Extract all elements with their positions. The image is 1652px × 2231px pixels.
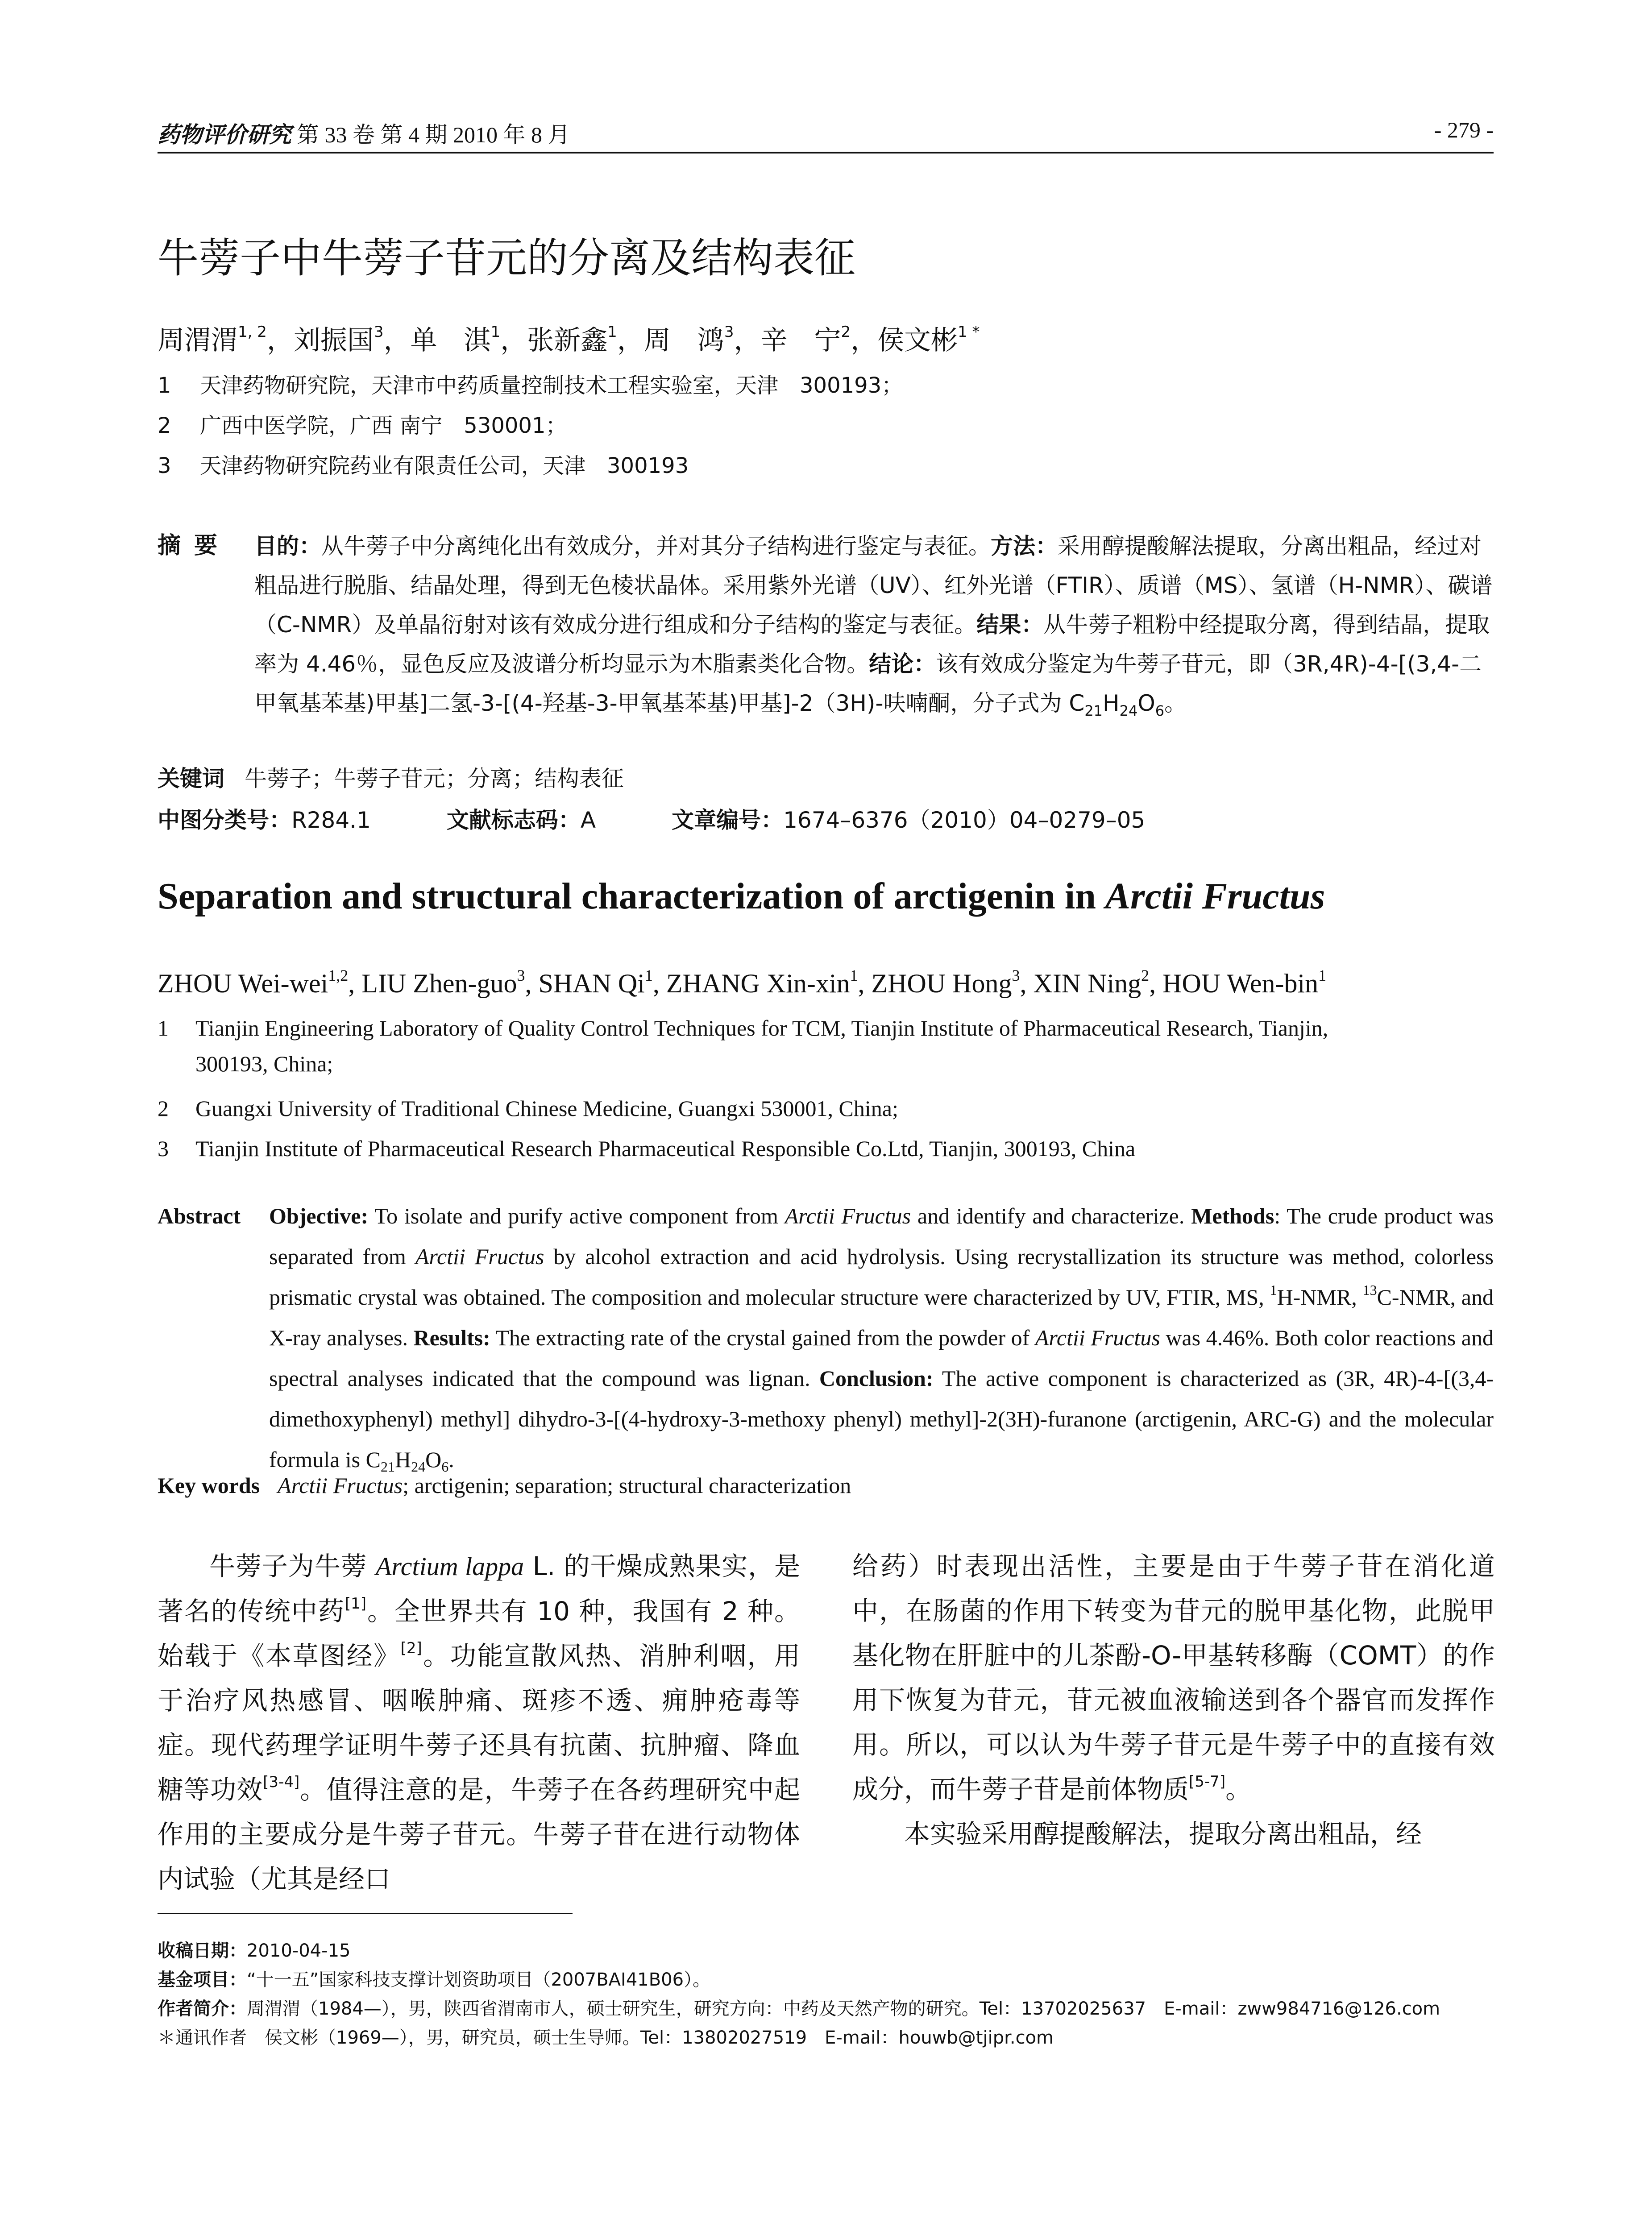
species-italic: Arctii Fructus: [415, 1244, 544, 1269]
author-sep: ，: [734, 325, 761, 356]
formula-sub: 21: [380, 1459, 395, 1475]
latin-name: Arctium lappa: [375, 1552, 524, 1581]
author-sep: ，: [851, 325, 878, 356]
footnote-label: 基金项目：: [158, 1970, 247, 1990]
footnote-label: 作者简介：: [158, 1999, 247, 2019]
isotope-sup: 1: [1270, 1282, 1277, 1298]
conclusion-label: Conclusion:: [819, 1366, 934, 1391]
formula-sub: 21: [1084, 702, 1103, 719]
objective-text: 从牛蒡子中分离纯化出有效成分，并对其分子结构进行鉴定与表征。: [321, 533, 991, 559]
authors-english: [158, 966, 1326, 999]
author-name: LIU Zhen-guo: [361, 969, 517, 998]
formula-sub: 6: [1155, 702, 1165, 719]
footnote-fund: [158, 1966, 710, 1991]
authors-chinese: [158, 319, 980, 357]
author-sup: 1: [850, 966, 858, 984]
formula-part: O: [425, 1447, 442, 1472]
author-sep: ,: [1149, 969, 1163, 998]
author-sep: ，: [383, 325, 411, 356]
affiliation-cn-1: [158, 368, 903, 399]
objective-text: To isolate and purify active component from: [368, 1203, 785, 1228]
objective-label: 目的：: [254, 533, 321, 559]
conclusion-text: 该有效成分鉴定为牛蒡子苷元，即（3R,4R)-4-[(3,4-二甲氧基苯基)甲基]二氢-3-[(4-羟基-3-甲氧基苯基)甲基]-2（3H)-呋喃酮，分子式为: [254, 651, 1482, 716]
affiliation-en-3: [158, 1136, 1496, 1161]
author-sep: ,: [525, 969, 539, 998]
keywords-label: 关键词: [158, 766, 224, 792]
title-english: [158, 875, 1325, 918]
formula-sub: 24: [411, 1459, 426, 1475]
author-sup: 1: [607, 323, 617, 341]
formula-end: .: [448, 1447, 454, 1472]
footnote-rule: [158, 1913, 573, 1914]
title-en-main: Separation and structural characterization of arctigenin in: [158, 875, 1105, 917]
species-italic: Arctii Fructus: [784, 1203, 911, 1228]
formula-part: O: [1137, 690, 1155, 716]
author-sup: 1 *: [958, 323, 980, 341]
author-sup: 2: [841, 323, 851, 341]
affiliation-text: Guangxi University of Traditional Chinese Medicine, Guangxi 530001, China;: [195, 1096, 898, 1121]
results-label: Results:: [413, 1325, 490, 1350]
keywords-en-text: ; arctigenin; separation; structural characterization: [403, 1473, 851, 1498]
results-text: 从牛蒡子粗粉中经提取分离，得到结晶，提取率为 4.46％，显色反应及波谱分析均显示为木脂素类化合物。: [254, 612, 1490, 677]
formula-sub: 24: [1119, 702, 1138, 719]
methods-text: 采用醇提酸解法提取，分离出粗品，经过对粗品进行脱脂、结晶处理，得到无色棱状晶体。采用紫外光谱（UV）、红外光谱（FTIR）、质谱（MS）、氢谱（H-NMR）、碳谱（C-NMR）及单晶衍射对该有效成分进行组成和分子结构的鉴定与表征。: [254, 533, 1493, 638]
author-name: 张新鑫: [527, 325, 608, 356]
author-name: 周渭渭: [158, 325, 238, 356]
results-text: was 4.46%. Both color reactions and spectral analyses indicated that the compound was lignan.: [269, 1325, 1494, 1391]
article-no-label: 文章编号：: [672, 807, 784, 833]
isotope-sup: 13: [1362, 1282, 1377, 1298]
objective-text: and identify and characterize.: [911, 1203, 1191, 1228]
title-chinese: 牛蒡子中牛蒡子苷元的分离及结构表征: [158, 234, 856, 282]
conclusion-text: The active component is characterized as (3R, 4R)-4-[(3,4-dimethoxyphenyl) methyl] dihydro-3-[(4-hydroxy-3-methoxy phenyl) methyl]-2(3H)-furanone (arctigenin, ARC-G) and the molecular formula is C: [269, 1366, 1494, 1472]
affiliation-text: 广西中医学院，广西 南宁 530001；: [200, 413, 567, 438]
abstract-cn-body: [254, 527, 1495, 730]
results-text: The extracting rate of the crystal gained from the powder of: [490, 1325, 1035, 1350]
author-sup: 3: [724, 323, 734, 341]
author-sep: ，: [266, 325, 294, 356]
doc-code-value: A: [580, 807, 596, 833]
body-text: 牛蒡子为牛蒡: [209, 1551, 376, 1581]
conclusion-label: 结论：: [869, 651, 936, 677]
formula-sub: 6: [441, 1459, 449, 1475]
body-paragraph: 本实验采用醇提酸解法，提取分离出粗品，经: [904, 1819, 1422, 1849]
methods-label: 方法：: [991, 533, 1058, 559]
affiliation-number: 1: [158, 373, 171, 398]
classification-cn: [158, 802, 1145, 834]
formula-part: H: [1103, 690, 1120, 716]
keywords-en: [158, 1472, 851, 1498]
affiliation-cn-3: [158, 448, 689, 479]
footnote-corresponding: ＊通讯作者 侯文彬（1969—），男，研究员，硕士生导师。Tel：13802027519 E-mail：houwb@tjipr.com: [158, 2028, 1054, 2048]
author-name: 周 鸿: [643, 325, 724, 356]
formula-end: 。: [1164, 690, 1187, 716]
doc-code-label: 文献标志码：: [446, 807, 581, 833]
body-column-right: [852, 1544, 1495, 1856]
affiliation-en-2: [158, 1095, 1496, 1121]
footnote-text: 2010-04-15: [247, 1941, 351, 1961]
body-column-left: [158, 1544, 800, 1901]
journal-logo: 药物评价研究: [158, 121, 291, 148]
footnote-author: [158, 1995, 1440, 2020]
abstract-en-body: [158, 1196, 1494, 1480]
clc-label: 中图分类号：: [158, 807, 291, 833]
body-paragraph: [158, 1544, 800, 1901]
author-name: ZHOU Wei-wei: [158, 969, 328, 998]
affiliation-number: 1: [158, 1016, 169, 1041]
footnote-label: 收稿日期：: [158, 1941, 247, 1961]
author-sep: ,: [858, 969, 872, 998]
author-sup: 1,2: [328, 966, 349, 984]
affiliation-number: 3: [158, 453, 171, 478]
methods-label: Methods: [1191, 1203, 1274, 1228]
formula-part: C: [1069, 690, 1085, 716]
results-label: 结果：: [976, 612, 1044, 638]
footnote-received: [158, 1937, 350, 1962]
author-sup: 1: [644, 966, 653, 984]
author-sup: 3: [1012, 966, 1020, 984]
body-text: L. 的干燥成熟果实，是著名的传统中药: [158, 1551, 801, 1626]
keywords-text: 牛蒡子；牛蒡子苷元；分离；结构表征: [245, 766, 624, 792]
footnote-text: “十一五”国家科技支撑计划资助项目（2007BAI41B06）。: [247, 1970, 711, 1990]
author-sup: 2: [1141, 966, 1150, 984]
abstract-cn-label: 摘要: [158, 532, 231, 559]
page-number: - 279 -: [1434, 117, 1494, 142]
body-text: 。功能宣散风热、消肿利咽，用于治疗风热感冒、咽喉肿痛、斑疹不透、痈肿疮毒等症。现代药理学证明牛蒡子还具有抗菌、抗肿瘤、降血糖等功效: [158, 1641, 800, 1805]
keywords-en-label: Key words: [158, 1473, 260, 1498]
author-name: 刘振国: [293, 325, 374, 356]
author-name: HOU Wen-bin: [1162, 969, 1319, 998]
species-italic: Arctii Fructus: [1035, 1325, 1160, 1350]
author-sup: 1, 2: [238, 323, 267, 341]
author-name: ZHANG Xin-xin: [666, 969, 850, 998]
author-name: 辛 宁: [760, 325, 841, 356]
affiliation-text: 天津药物研究院，天津市中药质量控制技术工程实验室，天津 300193；: [200, 373, 903, 398]
author-name: XIN Ning: [1033, 969, 1141, 998]
author-sep: ,: [652, 969, 666, 998]
article-no-value: 1674–6376（2010）04–0279–05: [783, 807, 1146, 833]
methods-text: H-NMR,: [1277, 1285, 1363, 1310]
body-text: 给药）时表现出活性，主要是由于牛蒡子苷在消化道中，在肠菌的作用下转变为苷元的脱甲基化物，此脱甲基化物在肝脏中的儿茶酚-O-甲基转移酶（COMT）的作用下恢复为苷元，苷元被血液输送到各个器官而发挥作用。所以，可以认为牛蒡子苷元是牛蒡子中的直接有效成分，而牛蒡子苷是前体物质: [852, 1551, 1495, 1804]
formula-part: H: [394, 1447, 411, 1472]
body-text: 。值得注意的是，牛蒡子在各药理研究中起作用的主要成分是牛蒡子苷元。牛蒡子苷在进行动物体内试验（尤其是经口: [158, 1775, 800, 1894]
affiliation-text: 天津药物研究院药业有限责任公司，天津 300193: [200, 453, 689, 478]
affiliation-number: 3: [158, 1136, 169, 1161]
author-sep: ，: [617, 325, 644, 356]
author-sep: ，: [500, 325, 527, 356]
issue-info: 第 33 卷 第 4 期 2010 年 8 月: [297, 122, 570, 147]
citation: [1]: [345, 1595, 366, 1613]
keywords-en-italic: Arctii Fructus: [278, 1473, 403, 1498]
author-sup: 3: [374, 323, 384, 341]
methods-text: C-NMR, and X-ray analyses.: [269, 1285, 1494, 1350]
author-sup: 1: [490, 323, 501, 341]
header-rule: [158, 152, 1494, 153]
affiliation-text: Tianjin Engineering Laboratory of Quality Control Techniques for TCM, Tianjin Institute of Pharmaceutical Research, Tianjin,: [195, 1016, 1328, 1041]
affiliation-cn-2: [158, 408, 567, 439]
author-name: 侯文彬: [877, 325, 958, 356]
body-paragraph: [852, 1544, 1495, 1812]
author-sup: 1: [1318, 966, 1327, 984]
methods-text: by alcohol extraction and acid hydrolysis. Using recrystallization its structure was method, colorless prismatic crystal was obtained. The composition and molecular structure were characterized by UV, FTIR, MS,: [269, 1244, 1494, 1310]
keywords-cn: [158, 761, 624, 793]
affiliation-text: Tianjin Institute of Pharmaceutical Research Pharmaceutical Responsible Co.Ltd, Tianjin, 300193, China: [195, 1136, 1136, 1161]
abstract-en: [158, 1196, 1494, 1480]
citation: [2]: [400, 1639, 422, 1657]
footnote-text: 周渭渭（1984—），男，陕西省渭南市人，硕士研究生，研究方向：中药及天然产物的研究。Tel：13702025637 E-mail：zww984716@126.com: [247, 1999, 1440, 2019]
author-sep: ,: [1020, 969, 1034, 998]
title-en-italic: Arctii Fructus: [1105, 875, 1325, 917]
author-name: 单 淇: [410, 325, 491, 356]
affiliation-number: 2: [158, 413, 171, 438]
citation: [3-4]: [263, 1773, 300, 1791]
affiliation-continuation: 300193, China;: [195, 1051, 333, 1076]
affiliation-en-1: [158, 1015, 1496, 1077]
author-sup: 3: [517, 966, 525, 984]
clc-value: R284.1: [291, 807, 371, 833]
author-name: ZHOU Hong: [871, 969, 1012, 998]
abstract-en-label: Abstract: [158, 1203, 241, 1228]
affiliation-number: 2: [158, 1096, 169, 1121]
author-name: SHAN Qi: [538, 969, 645, 998]
body-text: 。全世界共有 10 种，我国有 2 种。始载于《本草图经》: [158, 1596, 800, 1671]
methods-text: : The crude product was separated from: [269, 1203, 1494, 1269]
citation: [5-7]: [1189, 1773, 1226, 1791]
body-text: 。: [1225, 1774, 1252, 1804]
author-sep: ,: [348, 969, 362, 998]
objective-label: Objective:: [269, 1203, 369, 1228]
